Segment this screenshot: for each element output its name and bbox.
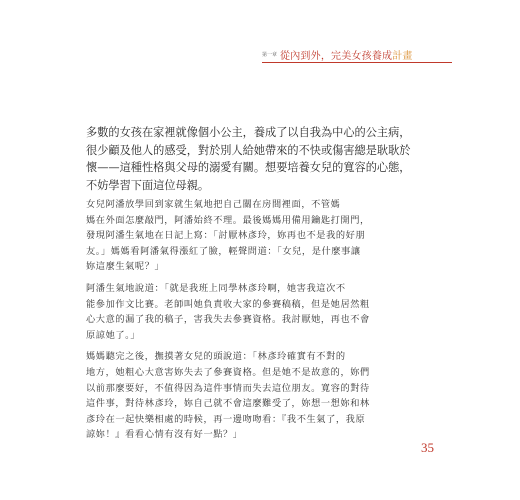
intro-line: 懷——這種性格與父母的溺愛有關。想要培養女兒的寬容的心態， (86, 161, 411, 174)
intro-line: 多數的女孩在家裡就像個小公主，養成了以自我為中心的公主病， (86, 126, 411, 139)
running-header (262, 47, 442, 61)
story-body (86, 197, 441, 443)
story-line: 友。」媽媽看阿潘氣得漲紅了臉，輕聲問道：「女兒，是什麼事讓 (86, 245, 361, 257)
story-line: 原諒她了。」 (86, 329, 141, 341)
story-line: 阿潘生氣地說道：「就是我班上同學林彥玲啊，她害我這次不 (86, 282, 346, 294)
story-line: 諒妳！』看看心情有沒有好一點？」 (86, 429, 243, 441)
story-line: 能參加作文比賽。老師叫她負責收大家的參賽稿稿，但是她居然粗 (86, 298, 370, 310)
story-line: 媽媽聽完之後，撫摸著女兒的頭說道：「林彥玲確實有不對的 (86, 351, 346, 363)
story-line: 發現阿潘生氣地在日記上寫：「討厭林彥玲，妳再也不是我的好朋 (86, 230, 366, 242)
intro-line: 很少顧及他人的感受，對於別人給她帶來的不快或傷害總是耿耿於 (86, 143, 411, 157)
story-line: 媽在外面怎麼敲門，阿潘始終不理。最後媽媽用備用鑰匙打開門， (86, 214, 370, 226)
page-number: 35 (421, 440, 434, 455)
story-line: 彥玲在一起快樂相處的時候，再一邊吻吻看：『我不生氣了，我原 (86, 413, 366, 425)
intro-line: 不妨學習下面這位母親。 (86, 178, 210, 192)
story-line: 這件事，對待林彥玲，妳自己就不會這麼難受了，妳想一想妳和林 (86, 398, 370, 410)
story-line: 妳這麼生氣呢？」 (86, 261, 165, 273)
story-line: 地方，她粗心大意害妳失去了參賽資格。但是她不是故意的，妳們 (86, 366, 370, 378)
story-line: 以前那麼要好，不值得因為這件事情而失去這位朋友。寬容的對待 (86, 382, 370, 394)
story-line: 女兒阿潘放學回到家就生氣地把自己關在房間裡面，不管媽 (86, 199, 341, 210)
chapter-title-accent: 計畫 (392, 50, 413, 62)
story-line: 心大意的漏了我的稿子，害我失去參賽資格。我討厭她，再也不會 (86, 314, 370, 326)
chapter-title (280, 47, 413, 62)
chapter-title-main: 從內到外，完美女孩養成 (280, 50, 393, 62)
chapter-label: 第一章 (262, 51, 278, 58)
header-divider (262, 62, 452, 63)
intro-paragraph (86, 124, 441, 194)
